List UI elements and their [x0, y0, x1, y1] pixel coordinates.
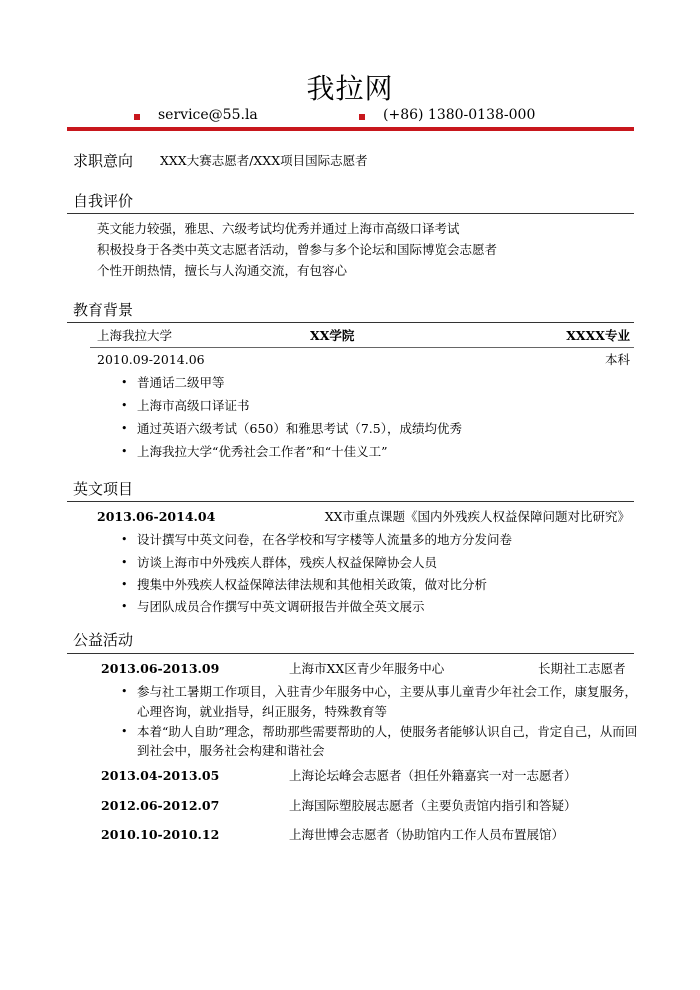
- section-title-self-eval: 自我评价: [73, 192, 134, 210]
- list-bullet-icon: •: [121, 556, 128, 569]
- education-school: 上海我拉大学: [97, 328, 173, 343]
- project-period: 2013.06-2014.04: [97, 509, 216, 524]
- education-item: 上海我拉大学“优秀社会工作者”和“十佳义工”: [137, 444, 388, 459]
- list-bullet-icon: •: [121, 685, 128, 698]
- list-bullet-icon: •: [121, 445, 128, 458]
- objective-value: XXX大赛志愿者/XXX项目国际志愿者: [160, 153, 368, 168]
- volunteer-period: 2012.06-2012.07: [101, 798, 220, 813]
- phone-text: (+86) 1380-0138-000: [383, 107, 536, 123]
- education-item: 通过英语六级考试（650）和雅思考试（7.5），成绩均优秀: [137, 421, 462, 436]
- section-rule: [67, 213, 634, 214]
- resume-name: 我拉网: [306, 72, 394, 105]
- self-eval-line: 积极投身于各类中英文志愿者活动，曾参与多个论坛和国际博览会志愿者: [97, 242, 498, 257]
- section-rule: [67, 653, 634, 654]
- volunteer-desc: 上海国际塑胶展志愿者（主要负责馆内指引和答疑）: [289, 798, 577, 813]
- section-title-education: 教育背景: [73, 301, 134, 319]
- volunteer-period: 2013.04-2013.05: [101, 768, 220, 783]
- project-name: XX市重点课题《国内外残疾人权益保障问题对比研究》: [324, 509, 630, 524]
- section-rule: [67, 322, 634, 323]
- self-eval-line: 英文能力较强，雅思、六级考试均优秀并通过上海市高级口译考试: [97, 221, 460, 236]
- email-text: service@55.la: [158, 107, 258, 123]
- project-item: 设计撰写中英文问卷，在各学校和写字楼等人流量多的地方分发问卷: [137, 532, 513, 547]
- education-college: XX学院: [310, 328, 355, 343]
- project-item: 访谈上海市中外残疾人群体，残疾人权益保障协会人员: [137, 555, 438, 570]
- education-subrule: [90, 347, 634, 348]
- list-bullet-icon: •: [121, 725, 128, 738]
- volunteer-role: 长期社工志愿者: [538, 661, 626, 676]
- list-bullet-icon: •: [121, 578, 128, 591]
- volunteer-item-line: 本着“助人自助”理念，帮助那些需要帮助的人，使服务者能够认识自己，肯定自己，从而回: [137, 724, 638, 739]
- list-bullet-icon: •: [121, 399, 128, 412]
- education-major: XXXX专业: [566, 328, 630, 343]
- header-divider: [67, 127, 634, 131]
- education-period: 2010.09-2014.06: [97, 352, 205, 367]
- education-item: 上海市高级口译证书: [137, 398, 250, 413]
- section-title-volunteer: 公益活动: [73, 631, 134, 649]
- phone-bullet-icon: [359, 114, 365, 120]
- education-item: 普通话二级甲等: [137, 375, 225, 390]
- project-item: 搜集中外残疾人权益保障法律法规和其他相关政策，做对比分析: [137, 577, 488, 592]
- volunteer-item-line: 参与社工暑期工作项目，入驻青少年服务中心，主要从事儿童青少年社会工作，康复服务，: [137, 684, 638, 699]
- section-title-english-project: 英文项目: [73, 480, 134, 498]
- volunteer-period: 2013.06-2013.09: [101, 661, 220, 676]
- education-degree: 本科: [604, 352, 630, 367]
- email-bullet-icon: [134, 114, 140, 120]
- volunteer-item-line: 到社会中，服务社会构建和谐社会: [137, 743, 325, 758]
- section-rule: [67, 501, 634, 502]
- volunteer-period: 2010.10-2010.12: [101, 827, 220, 842]
- objective-label: 求职意向: [73, 152, 134, 170]
- list-bullet-icon: •: [121, 533, 128, 546]
- volunteer-org: 上海市XX区青少年服务中心: [289, 661, 445, 676]
- self-eval-line: 个性开朗热情，擅长与人沟通交流，有包容心: [97, 263, 348, 278]
- volunteer-item-line: 心理咨询，就业指导，纠正服务，特殊教育等: [137, 704, 388, 719]
- list-bullet-icon: •: [121, 376, 128, 389]
- project-item: 与团队成员合作撰写中英文调研报告并做全英文展示: [137, 599, 425, 614]
- volunteer-desc: 上海世博会志愿者（协助馆内工作人员布置展馆）: [289, 827, 565, 842]
- list-bullet-icon: •: [121, 600, 128, 613]
- list-bullet-icon: •: [121, 422, 128, 435]
- volunteer-desc: 上海论坛峰会志愿者（担任外籍嘉宾一对一志愿者）: [289, 768, 577, 783]
